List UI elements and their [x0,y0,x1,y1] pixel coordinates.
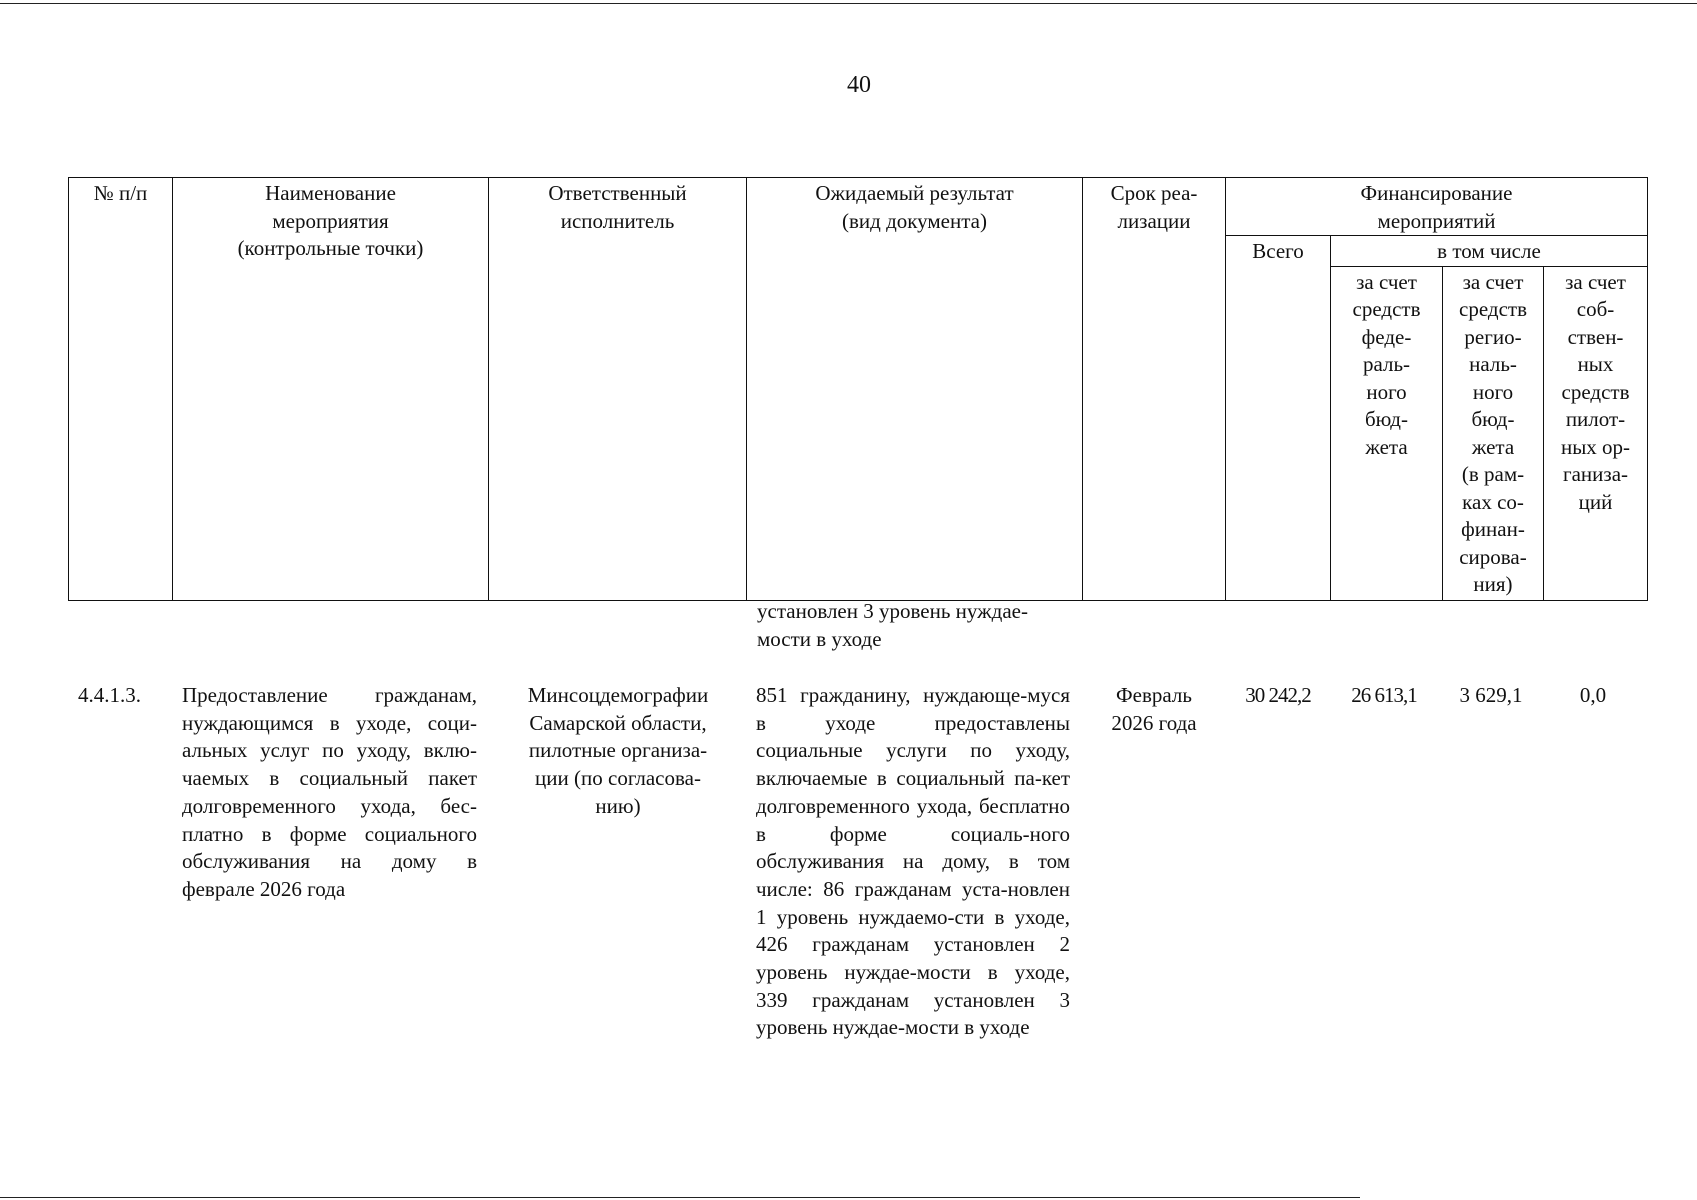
row-name: Предоставление гражданам, нуждающимся в уходе, соци-альных услуг по уходу, вклю-чаемых в социальный пакет долговременного ухода, бес-платно в форме социального обслуживания на дому в феврале 2026 года [182,683,477,901]
row-total: 30 242,2 [1245,683,1311,707]
header-regional: за счет средств регио- наль- ного бюд- жета (в рам- ках со- финан- сирова- ния) [1443,266,1544,600]
page-number: 40 [847,72,871,98]
row-federal: 26 613,1 [1351,683,1417,707]
header-total: Всего [1226,236,1331,601]
row-regional: 3 629,1 [1459,683,1523,707]
row-result: 851 гражданину, нуждающе-муся в уходе предоставлены социальные услуги по уходу, включаемые в социальный па-кет долговременного ухода, бесплатно в форме социаль-ного обслуживания на дому, в том числе: 86 гражданам уста-новлен 1 уровень нуждаемо-сти в уходе, 426 гражданам установлен 2 уровень нуждае-мости в уходе, 339 гражданам установлен 3 уровень нуждае-мости в уходе [756,683,1070,1040]
row-own: 0,0 [1579,683,1607,707]
top-rule [0,3,1697,4]
header-name: Наименование мероприятия (контрольные точки) [173,178,489,601]
row-number: 4.4.1.3. [78,683,141,707]
header-number: № п/п [69,178,173,601]
header-own: за счет соб- ствен- ных средств пилот- ных ор- ганиза- ций [1544,266,1648,600]
header-executor: Ответственный исполнитель [489,178,747,601]
header-including: в том числе [1331,236,1648,267]
header-financing: Финансирование мероприятий [1226,178,1648,236]
header-federal: за счет средств феде- раль- ного бюд- жета [1331,266,1443,600]
header-term: Срок реа- лизации [1083,178,1226,601]
header-table [68,177,1648,601]
bottom-rule [0,1197,1360,1198]
header-result: Ожидаемый результат (вид документа) [747,178,1083,601]
row-term: Февраль 2026 года [1111,683,1197,735]
continuation-text: установлен 3 уровень нуждае- мости в уходе [757,599,1028,651]
row-executor: Минсоцдемографии Самарской области, пилотные организа- ции (по согласова- нию) [527,683,709,818]
